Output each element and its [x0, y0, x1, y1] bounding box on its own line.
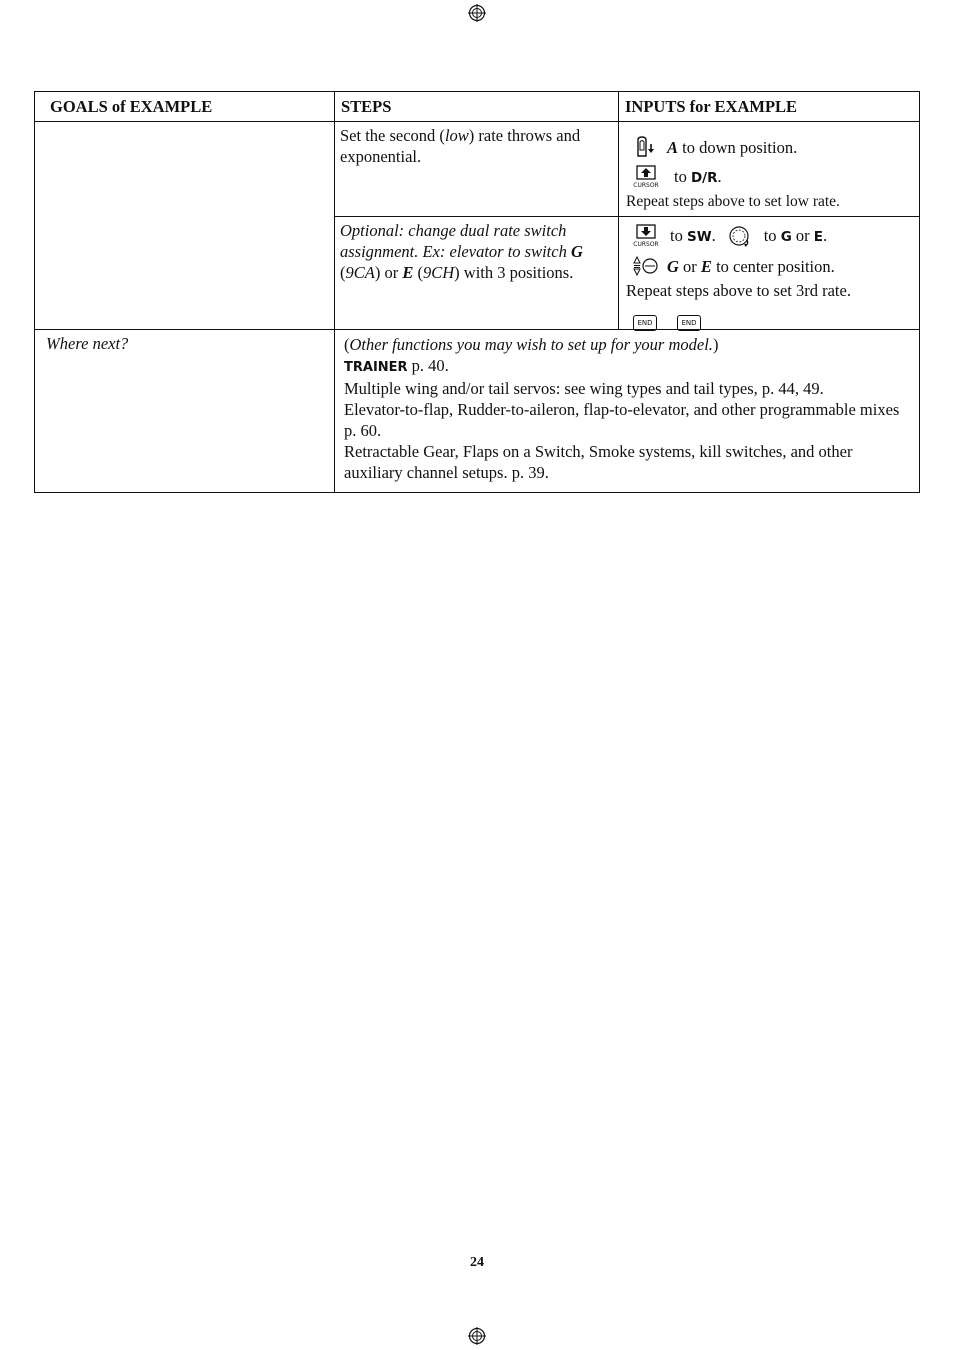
cursor-up-key-icon — [633, 165, 659, 189]
registration-mark-icon — [468, 4, 486, 22]
step-cell: Set the second (low) rate throws and exponential. — [335, 122, 619, 217]
dial-icon — [728, 224, 752, 248]
registration-mark-icon — [468, 1327, 486, 1345]
cursor-down-key-icon — [633, 224, 659, 248]
end-key-icon: END — [677, 315, 701, 331]
inputs-cell: A to down position. CURSOR to D/R. Repeat steps above to set low rate. — [619, 122, 920, 217]
where-next-cell: Where next? — [35, 330, 335, 493]
dial-press-icon — [633, 255, 659, 277]
table-row — [35, 122, 920, 217]
next-functions-cell: (Other functions you may wish to set up for your model.) TRAINER p. 40. Multiple wing and/or tail servos: see wing types and tail types, p. 44, 49. Elevator-to-flap, Rudder-to-aileron, flap-to-elevator, and other programmable mixes p. 60. Retractable Gear, Flaps on a Switch, Smoke systems, kill switches, and other auxiliary channel setups. p. 39. — [335, 330, 920, 493]
svg-text:CURSOR: CURSOR — [633, 241, 659, 248]
header-goals: GOALS of EXAMPLE — [35, 92, 335, 122]
page-number: 24 — [470, 1255, 484, 1270]
switch-toggle-icon — [633, 136, 657, 158]
step-cell: Optional: change dual rate switch assignment. Ex: elevator to switch G (9CA) or E (9CH) with 3 positions. — [335, 217, 619, 330]
header-inputs: INPUTS for EXAMPLE — [619, 92, 920, 122]
inputs-cell: CURSOR to SW. to G or E. G or E to center position. Repeat steps above to set 3rd rate. END END — [619, 217, 920, 330]
header-steps: STEPS — [335, 92, 619, 122]
svg-text:CURSOR: CURSOR — [633, 182, 659, 189]
table-header-row — [35, 92, 920, 122]
end-key-icon: END — [633, 315, 657, 331]
example-table — [34, 91, 920, 493]
goal-cell-empty — [35, 122, 335, 330]
table-row — [35, 330, 920, 493]
